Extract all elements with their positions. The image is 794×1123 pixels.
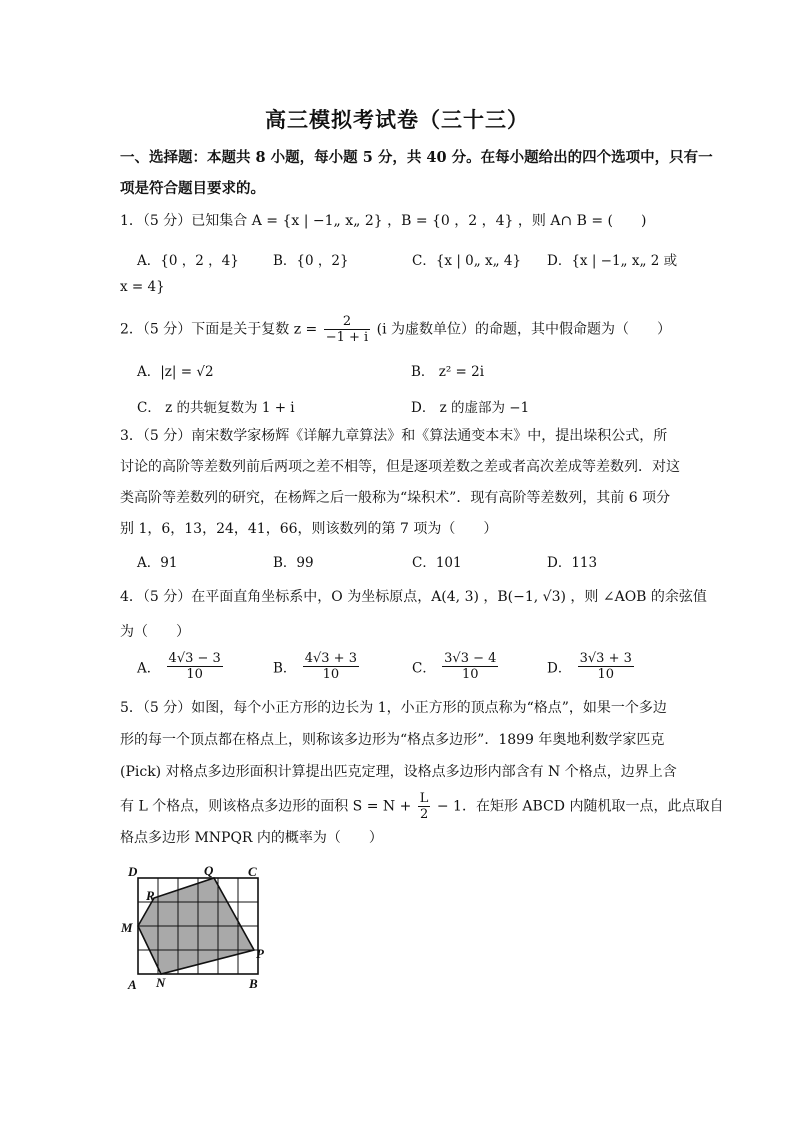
- q4-option-d-numerator: 3√3 + 3: [579, 651, 632, 666]
- q2-option-b: B． z² = 2i: [411, 364, 485, 380]
- q2-stem-post: (i 为虚数单位）的命题，其中假命题为（ ）: [376, 321, 672, 338]
- q4-option-a-label: A．: [137, 660, 161, 677]
- q5-line3: (Pick) 对格点多边形面积计算提出匹克定理，设格点多边形内部含有 N 个格点，边界上含: [120, 764, 677, 780]
- q4-option-a-numerator: 4√3 − 3: [168, 651, 221, 666]
- q3-line4: 别 1，6，13，24，41，66，则该数列的第 7 项为（ ）: [120, 521, 498, 537]
- q5-line1: 5．（5 分）如图，每个小正方形的边长为 1，小正方形的顶点称为“格点”，如果一个多边: [120, 700, 667, 716]
- q4-option-b: [273, 651, 361, 682]
- q5-fraction-numerator: L: [419, 791, 429, 806]
- q4-option-d-denominator: 10: [597, 667, 615, 682]
- q1-stem: 1．（5 分）已知集合 A = {x | −1„ x„ 2} ，B = {0 ，2 ，4} ，则 A∩ B = ( ): [120, 213, 647, 229]
- q4-option-d: [547, 651, 636, 682]
- lattice-polygon-figure: [118, 862, 278, 994]
- q2-stem: [120, 314, 671, 345]
- section-heading-line2: 项是符合题目要求的。: [120, 180, 265, 197]
- q5-fraction-denominator: 2: [419, 807, 429, 822]
- q3-option-d: D．113: [547, 555, 598, 571]
- q2-fraction-denominator: −1 + i: [325, 330, 369, 345]
- label-m: M: [121, 920, 133, 935]
- label-a: A: [128, 977, 137, 992]
- q4-option-c-label: C．: [412, 660, 436, 677]
- q3-option-b: B．99: [273, 555, 314, 571]
- q4-option-a-denominator: 10: [186, 667, 203, 682]
- q1-option-c: C．{x | 0„ x„ 4}: [412, 253, 522, 269]
- label-c: C: [248, 864, 257, 879]
- section-heading-line1: 一、选择题：本题共 8 小题，每小题 5 分，共 40 分。在每小题给出的四个选项中，只有一: [120, 149, 713, 166]
- q5-line4-pre: 有 L 个格点，则该格点多边形的面积 S = N +: [120, 798, 412, 815]
- q1-option-d: D．{x | −1„ x„ 2 或: [547, 253, 678, 269]
- q3-line1: 3．（5 分）南宋数学家杨辉《详解九章算法》和《算法通变本末》中，提出垛积公式，所: [120, 428, 668, 444]
- q2-stem-pre: 2．（5 分）下面是关于复数 z =: [120, 321, 318, 338]
- q4-option-b-numerator: 4√3 + 3: [304, 651, 357, 666]
- q3-option-c: C．101: [412, 555, 462, 571]
- label-p: P: [256, 946, 264, 961]
- q5-line2: 形的每一个顶点都在格点上，则称该多边形为“格点多边形”．1899 年奥地利数学家匹克: [120, 732, 665, 748]
- q4-option-b-denominator: 10: [322, 667, 340, 682]
- label-r: R: [146, 888, 155, 903]
- q2-option-a: A．|z| = √2: [137, 364, 214, 380]
- q1-option-d-continued: x = 4}: [120, 279, 165, 295]
- q4-option-d-label: D．: [547, 660, 572, 677]
- q3-line3: 类高阶等差数列的研究，在杨辉之后一般称为“垛积术”．现有高阶等差数列，其前 6 项分: [120, 490, 671, 506]
- q4-line2: 为（ ）: [120, 624, 190, 640]
- label-b: B: [249, 976, 258, 991]
- q1-option-b: B．{0 ，2}: [273, 253, 349, 269]
- q4-option-c-denominator: 10: [462, 667, 479, 682]
- q2-fraction-numerator: 2: [324, 314, 370, 330]
- q3-line2: 讨论的高阶等差数列前后两项之差不相等，但是逐项差数之差或者高次差成等差数列．对这: [120, 459, 680, 475]
- q4-option-a: [137, 651, 225, 682]
- label-n: N: [156, 975, 166, 990]
- q4-line1: 4．（5 分）在平面直角坐标系中，O 为坐标原点，A(4, 3) ，B(−1, √3) ，则 ∠AOB 的余弦值: [120, 589, 707, 605]
- q2-fraction: [324, 314, 370, 345]
- q4-option-b-label: B．: [273, 660, 297, 677]
- q5-line5: 格点多边形 MNPQR 内的概率为（ ）: [120, 830, 383, 846]
- label-q: Q: [204, 863, 214, 878]
- q3-option-a: A．91: [137, 555, 178, 571]
- q1-option-a: A．{0 ，2 ，4}: [137, 253, 239, 269]
- q4-option-c: [412, 651, 500, 682]
- page-title: 高三模拟考试卷（三十三）: [265, 107, 529, 132]
- q2-option-c: C． z 的共轭复数为 1 + i: [137, 400, 295, 416]
- label-d: D: [128, 864, 138, 879]
- q5-line4: [120, 791, 723, 822]
- q4-option-c-numerator: 3√3 − 4: [444, 651, 497, 666]
- q5-line4-post: − 1．在矩形 ABCD 内随机取一点，此点取自: [436, 798, 724, 815]
- q2-option-d: D． z 的虚部为 −1: [411, 400, 530, 416]
